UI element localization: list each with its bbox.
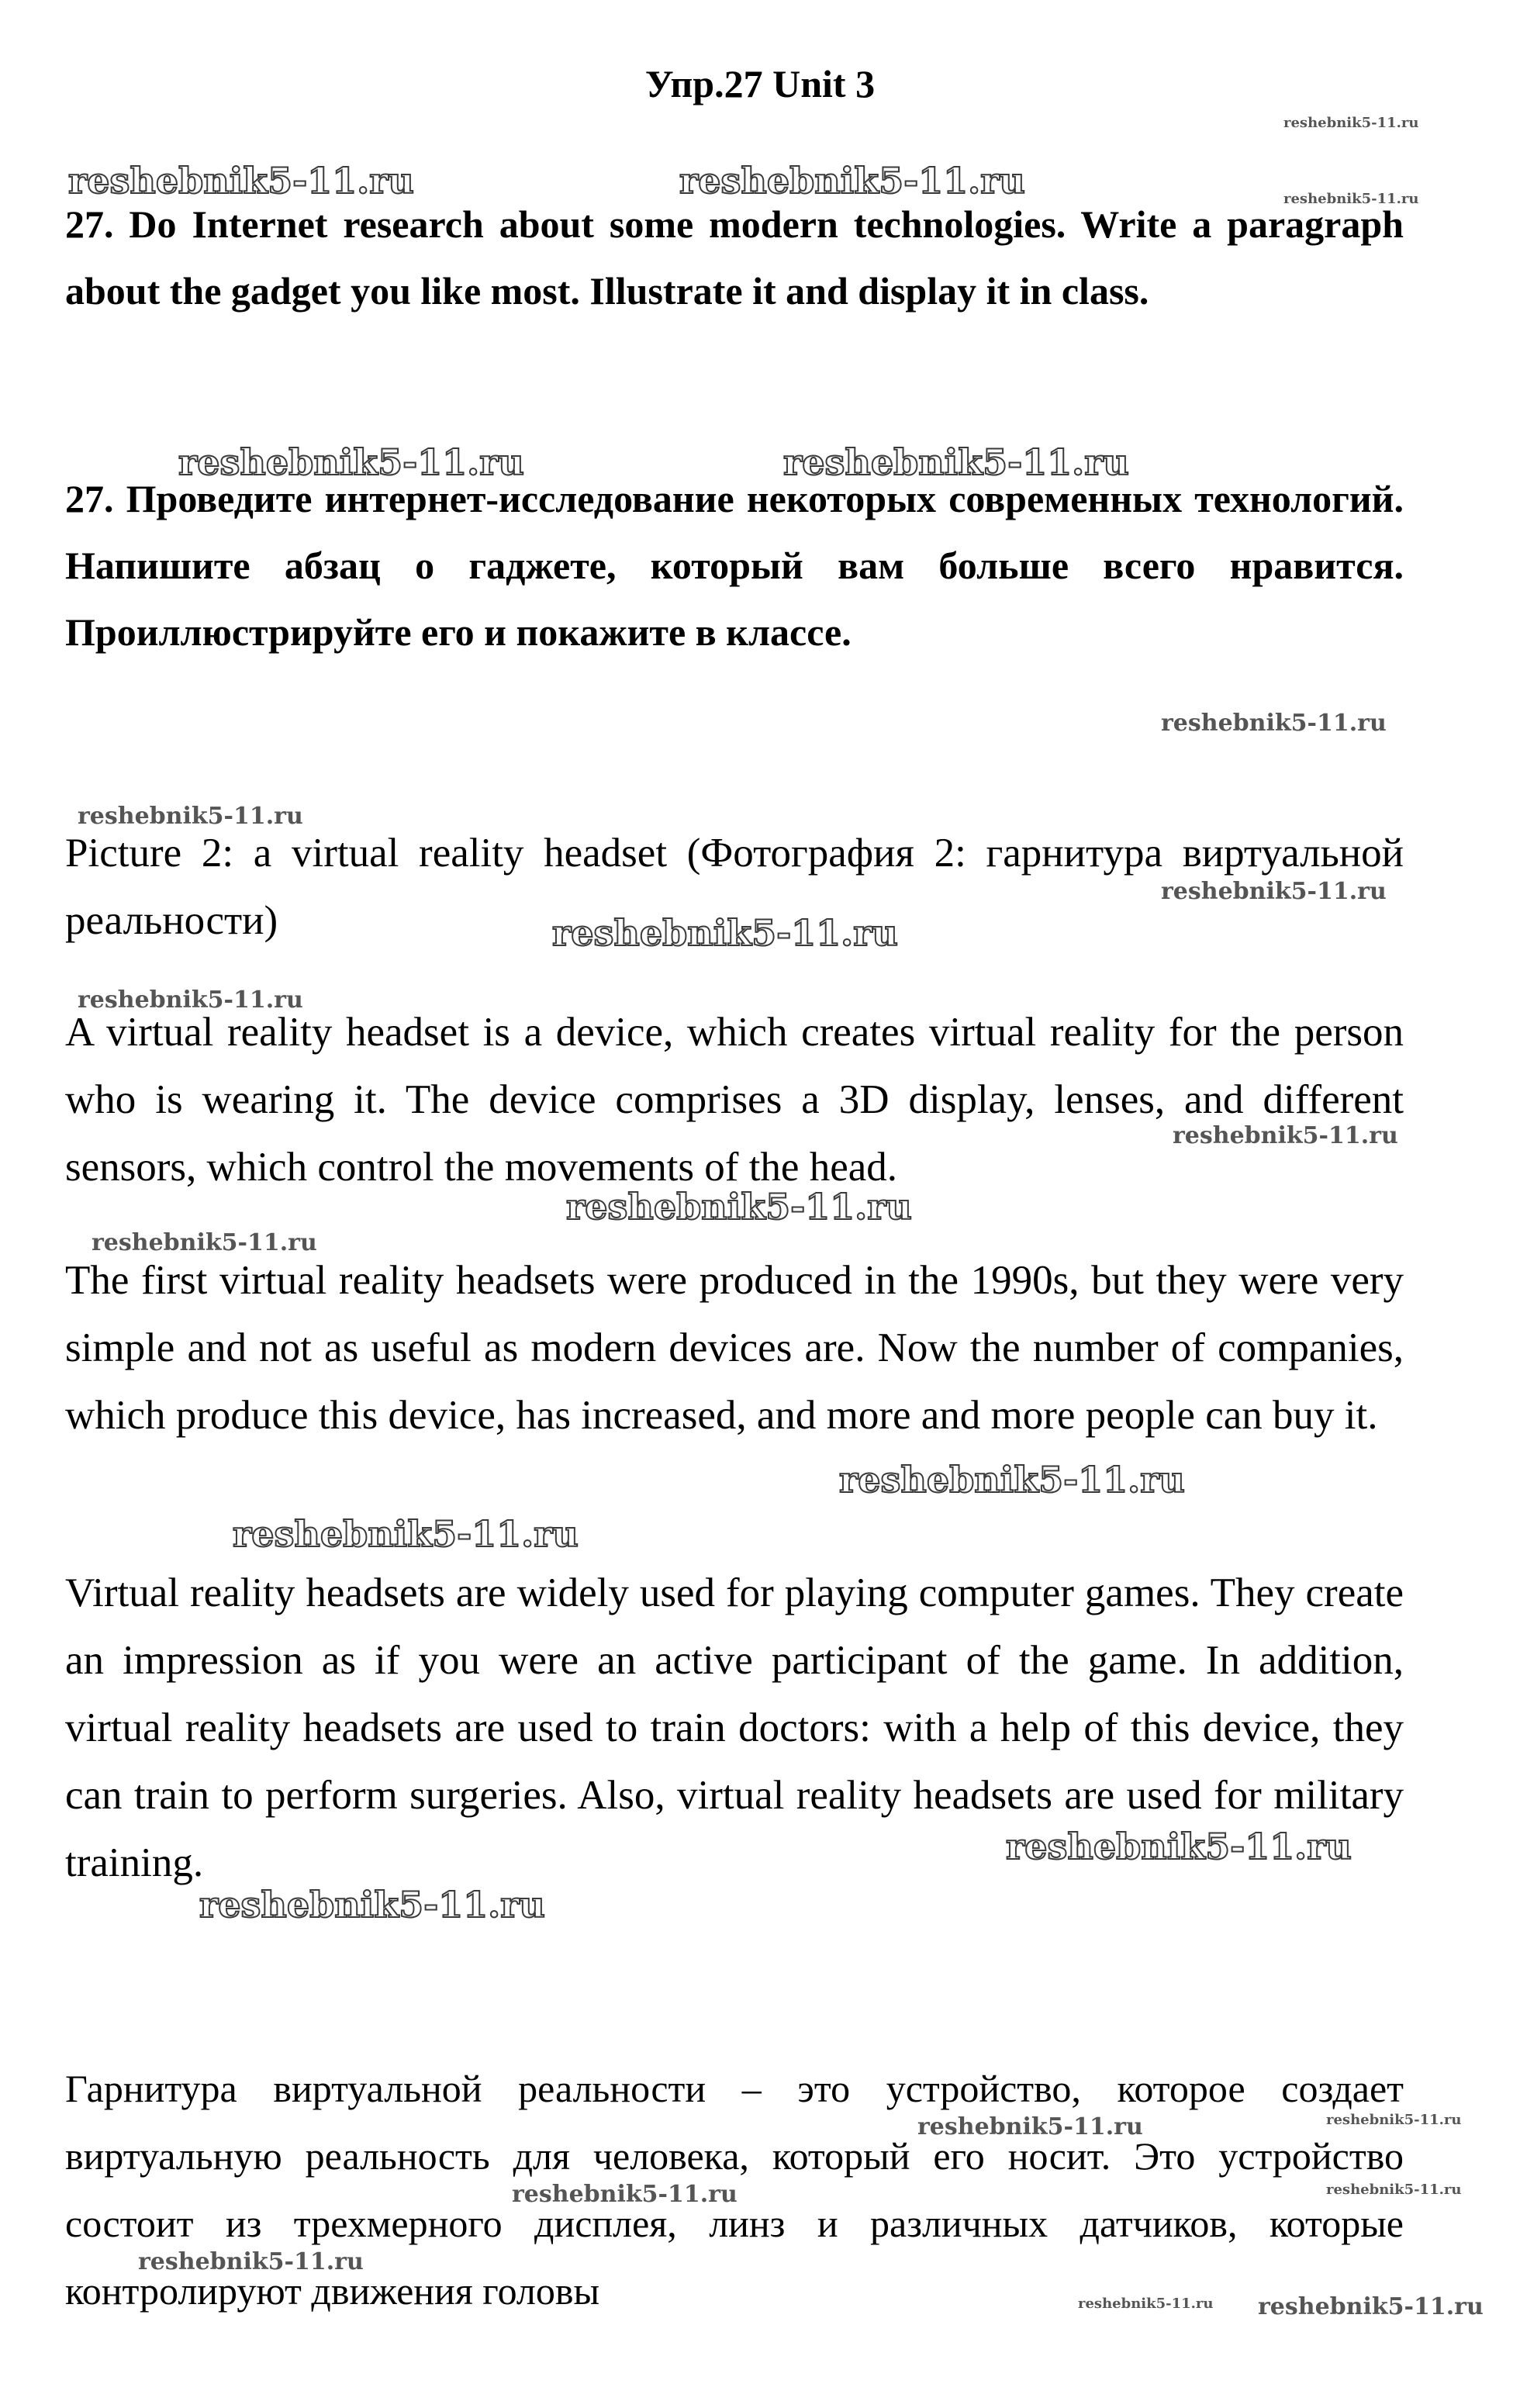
watermark: reshebnik5-11.ru: [1326, 2112, 1462, 2128]
watermark: reshebnik5-11.ru: [1161, 878, 1387, 905]
watermark: reshebnik5-11.ru: [783, 441, 1129, 483]
paragraph-en-3: Virtual reality headsets are widely used for playing computer games. They create an impression as if you were an active participant of the game. In addition, virtual reality headsets are used to train doctors: with a help of this device, they can train to perform surgeries. Also, virtual reality headsets are used for military training.: [65, 1570, 1404, 1885]
paragraph-en-2: The first virtual reality headsets were produced in the 1990s, but they were very simple and not as useful as modern devices are. Now the number of companies, which produce this device, has increased, and more and more people can buy it.: [65, 1258, 1404, 1438]
picture-caption: Picture 2: a virtual reality headset (Фотография 2: гарнитура виртуальной реальности): [65, 831, 1404, 943]
watermark: reshebnik5-11.ru: [1283, 191, 1419, 207]
watermark: reshebnik5-11.ru: [512, 2181, 738, 2208]
page-title: Упр.27 Unit 3: [644, 62, 876, 105]
task-english: 27. Do Internet research about some modern technologies. Write a paragraph about the gadget you like most. Illustrate it and display it in class.: [65, 202, 1404, 313]
watermark: reshebnik5-11.ru: [1006, 1826, 1352, 1867]
watermark: reshebnik5-11.ru: [1258, 2293, 1484, 2320]
task-russian: 27. Проведите интернет-исследование некоторых современных технологий. Напишите абзац о гаджете, который вам больше всего нравится. Проиллюстрируйте его и покажите в классе.: [65, 477, 1404, 654]
watermark: reshebnik5-11.ru: [178, 441, 524, 483]
watermark: reshebnik5-11.ru: [1283, 115, 1419, 131]
watermark: reshebnik5-11.ru: [566, 1186, 912, 1228]
watermark: reshebnik5-11.ru: [68, 160, 414, 202]
watermark: reshebnik5-11.ru: [1161, 710, 1387, 737]
watermark: reshebnik5-11.ru: [199, 1884, 545, 1926]
watermark: reshebnik5-11.ru: [138, 2248, 364, 2275]
paragraph-en-1: A virtual reality headset is a device, which creates virtual reality for the person who is wearing it. The device comprises a 3D display, lenses, and different sensors, which control the movements of the head.: [65, 1010, 1404, 1190]
watermark: reshebnik5-11.ru: [552, 912, 898, 954]
watermark: reshebnik5-11.ru: [679, 160, 1025, 202]
paragraph-ru: Гарнитура виртуальной реальности – это устройство, которое создает виртуальную реальность для человека, который его носит. Это устройство состоит из трехмерного дисплея, линз и различных датчиков, которые контролируют движения головы: [65, 2067, 1404, 2313]
watermark: reshebnik5-11.ru: [233, 1513, 579, 1555]
watermark: reshebnik5-11.ru: [78, 803, 303, 830]
watermark: reshebnik5-11.ru: [1326, 2182, 1462, 2198]
watermark: reshebnik5-11.ru: [1078, 2296, 1214, 2312]
watermark: reshebnik5-11.ru: [1173, 1122, 1398, 1149]
watermark: reshebnik5-11.ru: [78, 986, 303, 1014]
watermark: reshebnik5-11.ru: [917, 2113, 1143, 2140]
watermark: reshebnik5-11.ru: [92, 1229, 317, 1256]
watermark: reshebnik5-11.ru: [839, 1459, 1185, 1501]
